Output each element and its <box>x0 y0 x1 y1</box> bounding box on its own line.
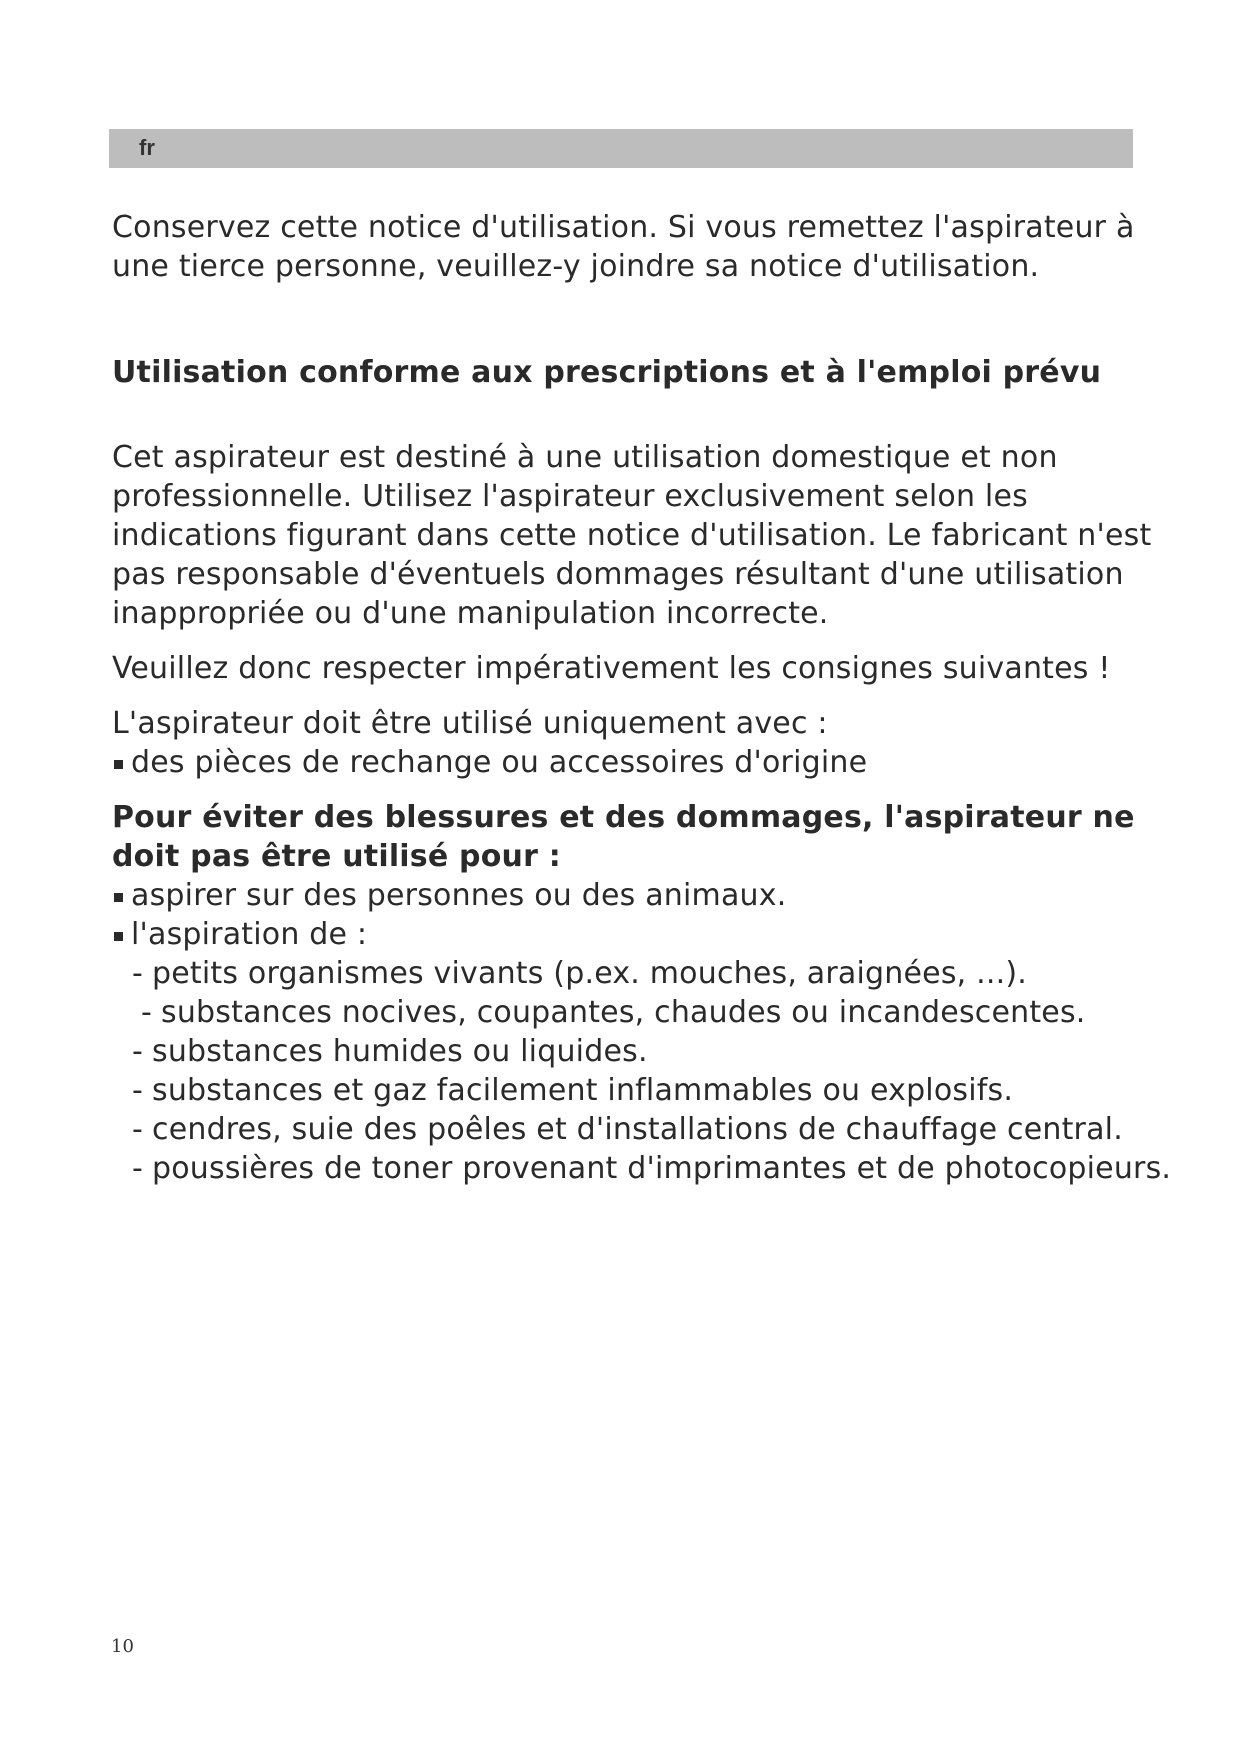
bullet-square-icon <box>114 893 123 902</box>
list-item: aspirer sur des personnes ou des animaux. <box>112 876 1187 915</box>
list-item: - substances et gaz facilement inflammables ou explosifs. <box>112 1071 1187 1110</box>
instructions-paragraph: Veuillez donc respecter impérativement les consignes suivantes ! <box>112 651 1111 686</box>
language-header-bar <box>109 129 1133 168</box>
bullet-square-icon <box>114 760 123 769</box>
bullet-square-icon <box>114 932 123 941</box>
list-item: - cendres, suie des poêles et d'installations de chauffage central. <box>112 1110 1187 1149</box>
list-item: - substances nocives, coupantes, chaudes ou incandescentes. <box>112 993 1187 1032</box>
page-content <box>112 208 1187 1188</box>
list-item: - substances humides ou liquides. <box>112 1032 1187 1071</box>
usage-list <box>112 743 1187 782</box>
list-item: - poussières de toner provenant d'imprimantes et de photocopieurs. <box>112 1149 1187 1188</box>
list-item: des pièces de rechange ou accessoires d'origine <box>112 743 1187 782</box>
language-code: fr <box>139 135 155 160</box>
intro-paragraph: Conservez cette notice d'utilisation. Si vous remettez l'aspirateur à une tierce personne, veuillez-y joindre sa notice d'utilisation. <box>112 210 1135 284</box>
list-item: l'aspiration de : <box>112 915 1187 954</box>
usage-lead-paragraph: L'aspirateur doit être utilisé uniquement avec : <box>112 706 828 741</box>
warning-heading: Pour éviter des blessures et des dommages, l'aspirateur ne doit pas être utilisé pour : <box>112 800 1135 874</box>
aspiration-list <box>112 954 1187 1188</box>
warning-list <box>112 876 1187 954</box>
page-number: 10 <box>111 1636 134 1657</box>
list-item: - petits organismes vivants (p.ex. mouches, araignées, ...). <box>112 954 1187 993</box>
intended-use-paragraph: Cet aspirateur est destiné à une utilisation domestique et non professionnelle. Utilisez l'aspirateur exclusivement selon les indications figurant dans cette notice d'utilisation. Le fabricant n'est pas responsable d'éventuels dommages résultant d'une utilisation inappropriée ou d'une manipulation incorrecte. <box>112 440 1152 631</box>
section-heading: Utilisation conforme aux prescriptions et à l'emploi prévu <box>112 355 1102 390</box>
